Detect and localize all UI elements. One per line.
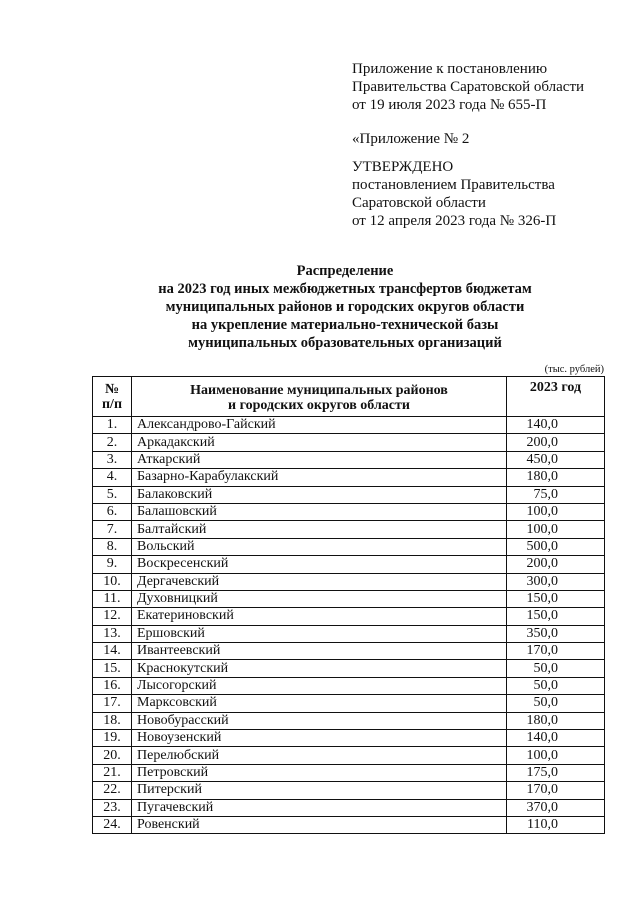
table-row [93,503,605,520]
row-number-cell: 4. [93,469,132,486]
header-name-line: Наименование муниципальных районов [190,382,448,398]
row-number-cell: 12. [93,608,132,625]
table-row [93,521,605,538]
row-number-cell: 21. [93,764,132,781]
row-name-cell: Краснокутский [132,660,507,677]
row-name-cell: Аркадакский [132,434,507,451]
table-row [93,469,605,486]
table-header-row [93,377,605,417]
row-name-cell: Новоузенский [132,730,507,747]
table-row [93,556,605,573]
row-number-cell: 5. [93,486,132,503]
table-row [93,590,605,607]
row-name-cell: Балтайский [132,521,507,538]
approved-label: УТВЕРЖДЕНО [352,159,454,175]
table-row [93,782,605,799]
table-row [93,451,605,468]
row-name-cell: Екатериновский [132,608,507,625]
table-row [93,486,605,503]
table-row [93,816,605,833]
title-line: муниципальных районов и городских округов области [165,299,525,315]
row-value-cell: 350,0 [507,625,605,642]
row-number-cell: 20. [93,747,132,764]
row-name-cell: Александрово-Гайский [132,417,507,434]
row-value-cell: 75,0 [507,486,605,503]
row-value-cell: 500,0 [507,538,605,555]
approval-line: Саратовской области [352,195,486,211]
row-number-cell: 13. [93,625,132,642]
row-number-cell: 18. [93,712,132,729]
row-value-cell: 200,0 [507,434,605,451]
document-title [0,262,640,352]
header-number-line: п/п [101,396,123,412]
header-year: 2023 год [507,377,605,417]
row-name-cell: Новобурасский [132,712,507,729]
approval-line: от 12 апреля 2023 года № 326-П [352,213,557,229]
row-name-cell: Марксовский [132,695,507,712]
table-row [93,730,605,747]
row-name-cell: Ершовский [132,625,507,642]
table-row [93,747,605,764]
distribution-table [92,376,605,834]
table-row [93,695,605,712]
row-value-cell: 170,0 [507,643,605,660]
row-value-cell: 50,0 [507,695,605,712]
header-name [132,377,507,417]
row-number-cell: 3. [93,451,132,468]
row-name-cell: Балашовский [132,503,507,520]
table-body [93,417,605,834]
row-number-cell: 14. [93,643,132,660]
row-name-cell: Ровенский [132,816,507,833]
row-number-cell: 16. [93,677,132,694]
table-row [93,608,605,625]
row-value-cell: 180,0 [507,469,605,486]
table-row [93,764,605,781]
row-value-cell: 140,0 [507,417,605,434]
row-number-cell: 2. [93,434,132,451]
row-name-cell: Аткарский [132,451,507,468]
row-value-cell: 110,0 [507,816,605,833]
row-name-cell: Ивантеевский [132,643,507,660]
row-name-cell: Пугачевский [132,799,507,816]
table-row [93,434,605,451]
row-number-cell: 15. [93,660,132,677]
row-value-cell: 175,0 [507,764,605,781]
row-number-cell: 10. [93,573,132,590]
row-value-cell: 300,0 [507,573,605,590]
row-number-cell: 8. [93,538,132,555]
row-name-cell: Лысогорский [132,677,507,694]
table-row [93,417,605,434]
row-value-cell: 150,0 [507,590,605,607]
header-number [93,377,132,417]
row-value-cell: 370,0 [507,799,605,816]
row-number-cell: 17. [93,695,132,712]
title-line: на 2023 год иных межбюджетных трансфертов бюджетам [158,281,532,297]
header-number-line: № [104,381,120,397]
appendix-header [352,60,584,114]
row-number-cell: 11. [93,590,132,607]
row-number-cell: 9. [93,556,132,573]
row-name-cell: Воскресенский [132,556,507,573]
table-row [93,660,605,677]
row-value-cell: 170,0 [507,782,605,799]
row-value-cell: 100,0 [507,503,605,520]
row-name-cell: Дергачевский [132,573,507,590]
row-name-cell: Балаковский [132,486,507,503]
row-value-cell: 50,0 [507,677,605,694]
approval-block [352,130,556,230]
row-value-cell: 150,0 [507,608,605,625]
table-row [93,643,605,660]
row-name-cell: Перелюбский [132,747,507,764]
table-row [93,799,605,816]
title-line: муниципальных образовательных организаций [188,335,502,351]
row-number-cell: 24. [93,816,132,833]
row-number-cell: 1. [93,417,132,434]
row-value-cell: 200,0 [507,556,605,573]
header-name-line: и городских округов области [228,397,410,413]
title-line: на укрепление материально-технической базы [191,317,499,333]
appendix-header-line: Приложение к постановлению [352,61,548,77]
row-number-cell: 23. [93,799,132,816]
units-label: (тыс. рублей) [544,364,604,375]
row-value-cell: 100,0 [507,521,605,538]
row-value-cell: 450,0 [507,451,605,468]
row-name-cell: Базарно-Карабулакский [132,469,507,486]
table-row [93,712,605,729]
row-number-cell: 22. [93,782,132,799]
row-number-cell: 6. [93,503,132,520]
appendix-number: «Приложение № 2 [352,131,470,147]
row-name-cell: Вольский [132,538,507,555]
approval-line: постановлением Правительства [352,177,555,193]
table-row [93,573,605,590]
table-row [93,625,605,642]
row-value-cell: 180,0 [507,712,605,729]
table-row [93,677,605,694]
table-row [93,538,605,555]
spacer [352,148,556,158]
title-line: Распределение [296,263,394,279]
row-value-cell: 100,0 [507,747,605,764]
row-name-cell: Питерский [132,782,507,799]
row-name-cell: Петровский [132,764,507,781]
row-value-cell: 140,0 [507,730,605,747]
row-value-cell: 50,0 [507,660,605,677]
appendix-header-line: от 19 июля 2023 года № 655-П [352,97,547,113]
row-name-cell: Духовницкий [132,590,507,607]
row-number-cell: 7. [93,521,132,538]
row-number-cell: 19. [93,730,132,747]
appendix-header-line: Правительства Саратовской области [352,79,585,95]
